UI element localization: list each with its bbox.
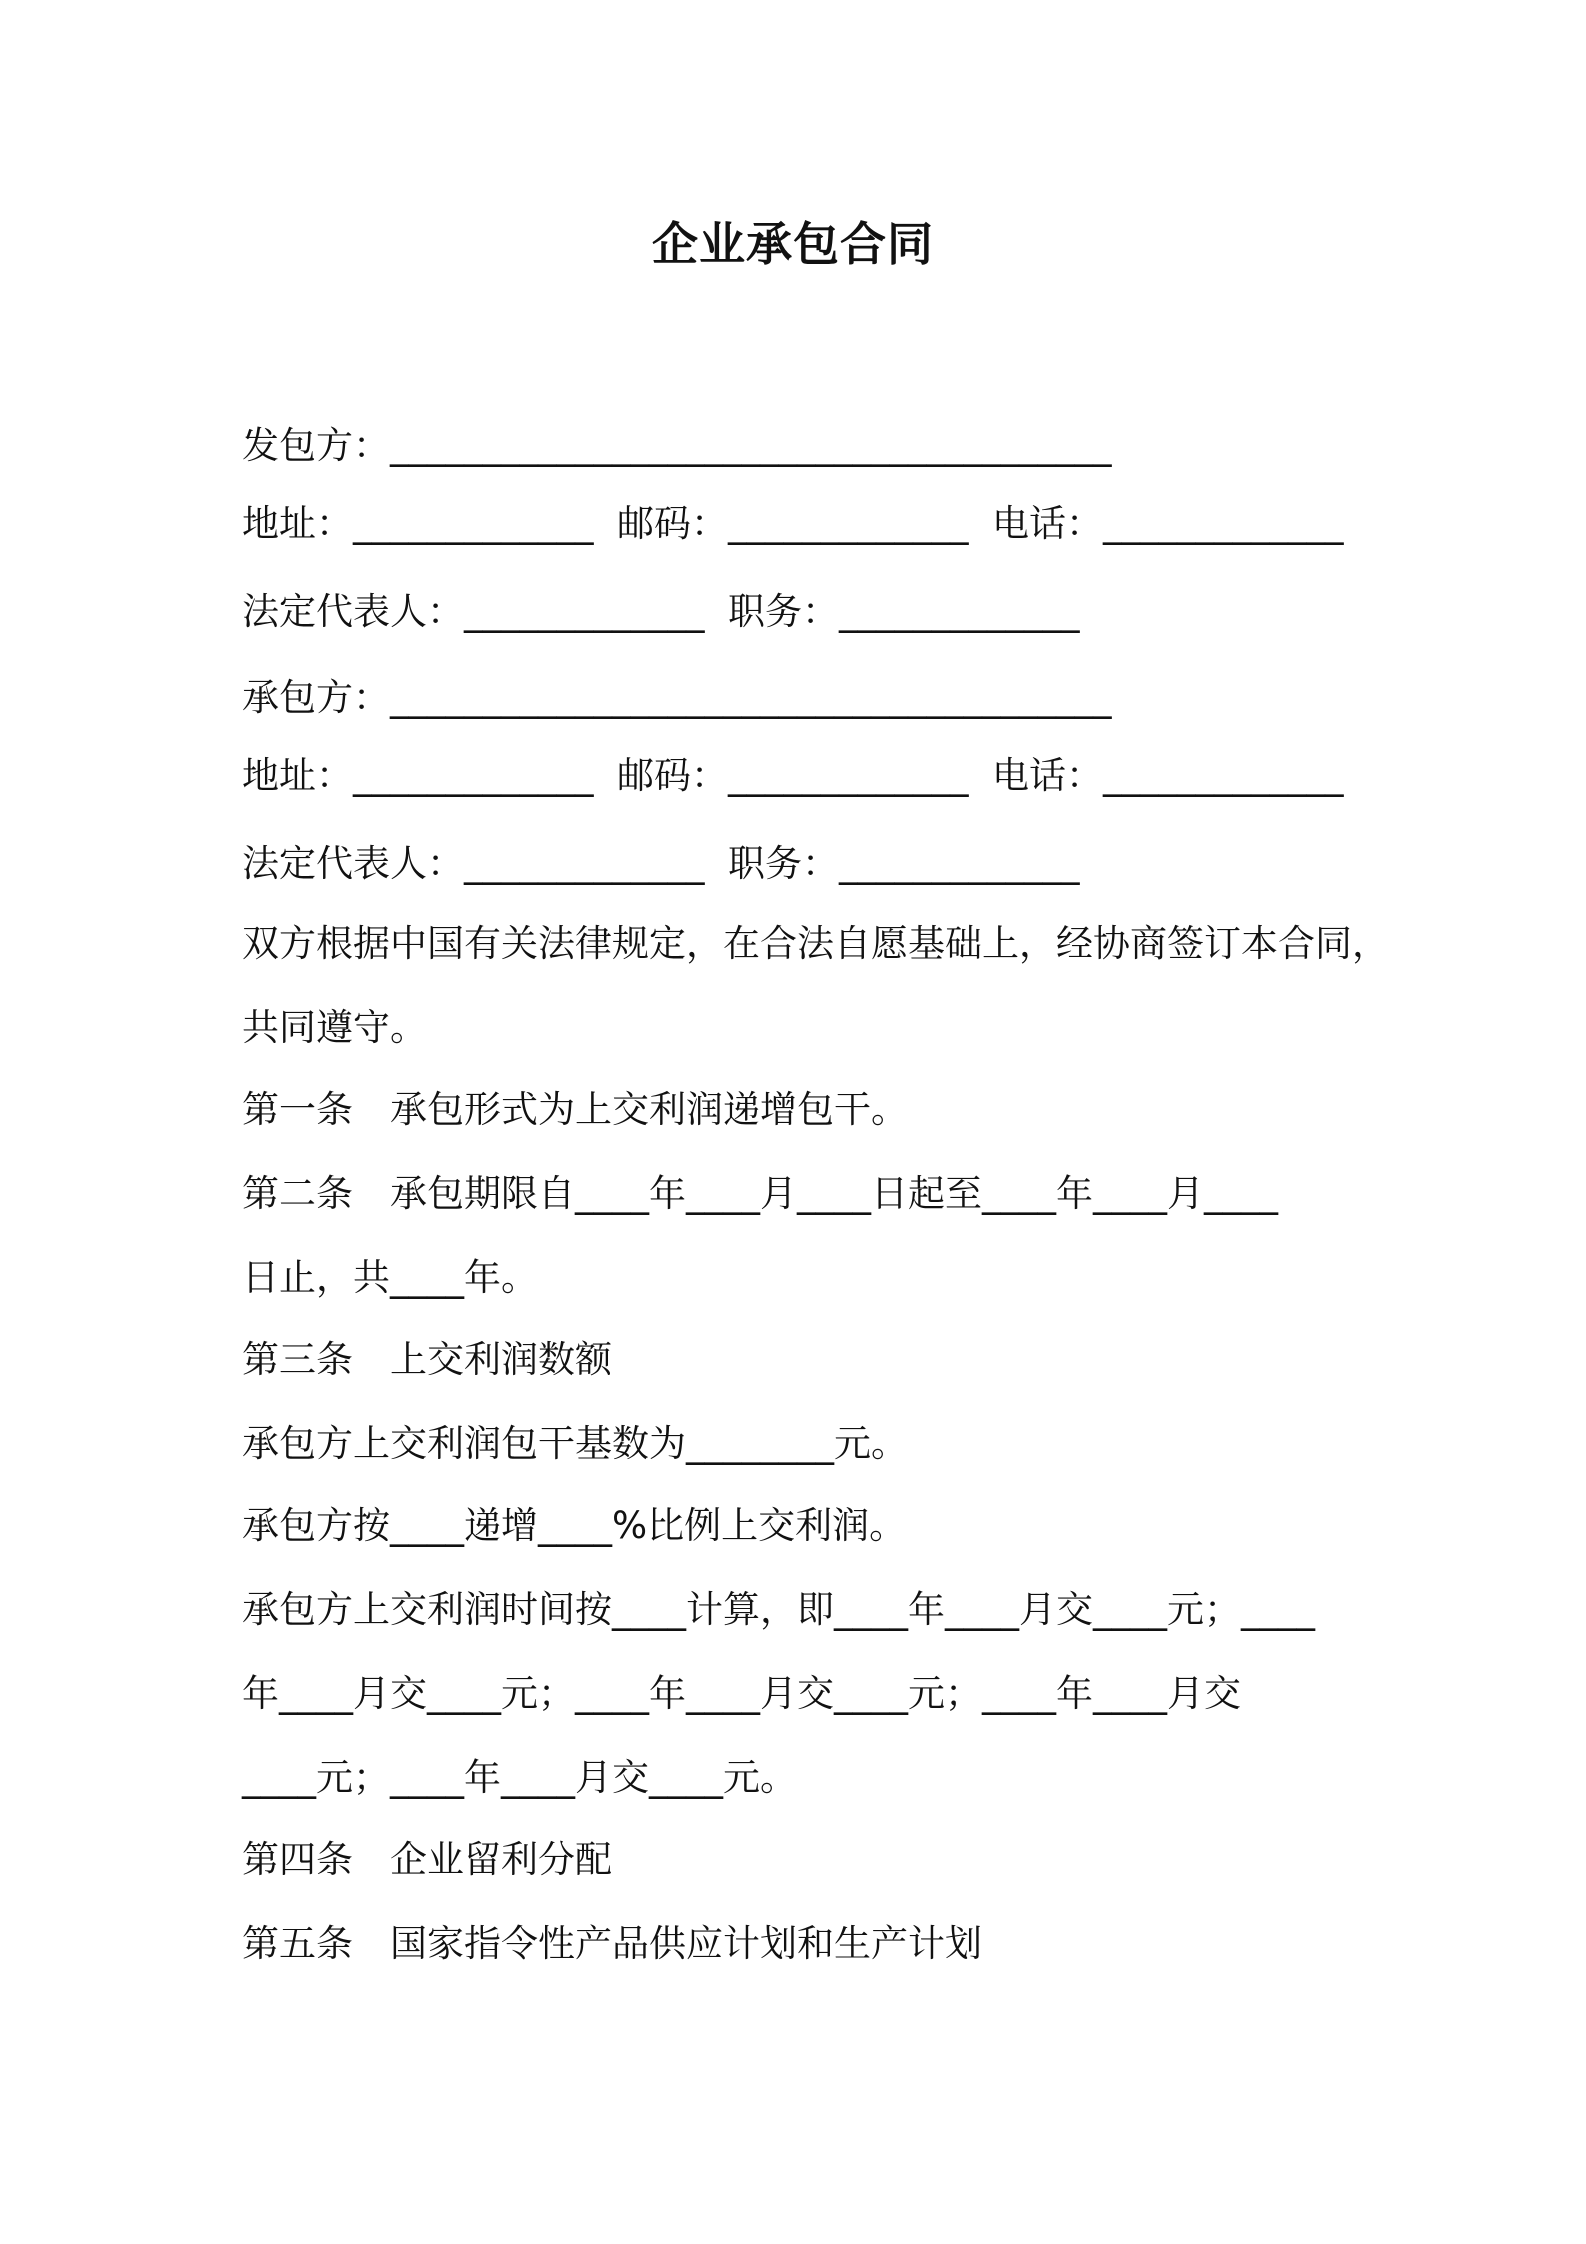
article-2-line-1: 第二条 承包期限自____年____月____日起至____年____月____ [242,1172,1278,1215]
article-3-schedule-line-3: ____元；____年____月交____元。 [242,1756,797,1799]
issuer-line: 发包方：_______________________________________ [242,424,1112,467]
article-3-base: 承包方上交利润包干基数为________元。 [242,1422,908,1465]
article-5-heading: 第五条 国家指令性产品供应计划和生产计划 [242,1922,982,1965]
article-2-line-2: 日止，共____年。 [242,1256,538,1299]
article-3-schedule-line-2: 年____月交____元；____年____月交____元；____年____月交 [242,1672,1241,1715]
contractor-line: 承包方：_______________________________________ [242,676,1112,719]
document-title: 企业承包合同 [652,217,934,271]
article-3-schedule-line-1: 承包方上交利润时间按____计算，即____年____月交____元；____ [242,1588,1315,1631]
preamble-line-2: 共同遵守。 [242,1006,427,1049]
issuer-contact-line: 地址：_____________ 邮码：_____________ 电话：_____________ [242,502,1344,545]
article-1: 第一条 承包形式为上交利润递增包干。 [242,1088,908,1131]
contractor-contact-line: 地址：_____________ 邮码：_____________ 电话：_____________ [242,754,1344,797]
issuer-representative-line: 法定代表人：_____________ 职务：_____________ [242,590,1080,633]
contractor-representative-line: 法定代表人：_____________ 职务：_____________ [242,842,1080,885]
article-3-heading: 第三条 上交利润数额 [242,1338,612,1381]
article-3-increment: 承包方按____递增____%比例上交利润。 [242,1504,907,1547]
preamble-line-1: 双方根据中国有关法律规定，在合法自愿基础上，经协商签订本合同， [242,922,1389,965]
article-4-heading: 第四条 企业留利分配 [242,1838,612,1881]
